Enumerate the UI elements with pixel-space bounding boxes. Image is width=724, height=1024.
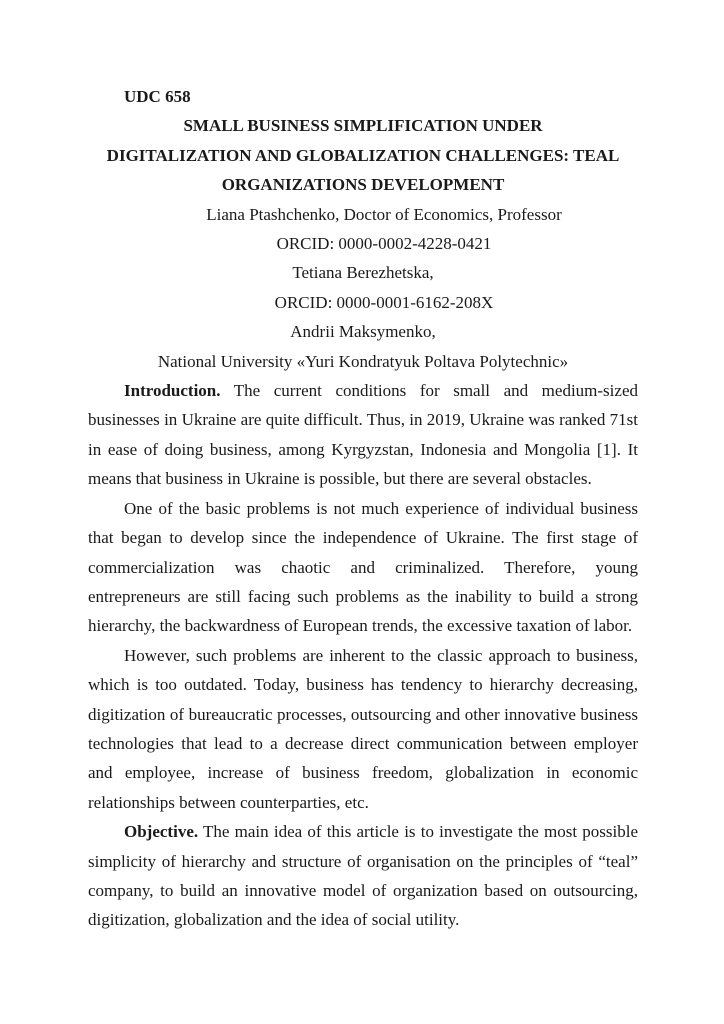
article-body [88,376,638,935]
paragraph-lead: Introduction. [124,381,221,401]
paragraph-text: The current conditions for small and medium-sized businesses in Ukraine are quite difficult. Thus, in 2019, Ukraine was ranked 71st in ease of doing business, among Kyrgyzstan, Indonesia and Mongolia [1]. It means that business in Ukraine is possible, but there are several obstacles. [88,381,638,489]
paragraph-classic-approach [88,641,638,817]
paragraph-introduction [88,376,638,494]
udc-number: UDC 658 [124,87,191,106]
paragraph-text: The main idea of this article is to investigate the most possible simplicity of hierarchy and structure of organisation on the principles of “teal” company, to build an innovative model of organization based on outsourcing, digitization, globalization and the idea of social utility. [88,822,638,930]
author-name-berezhetska: Tetiana Berezhetska, [292,263,434,283]
orcid-berezhetska: ORCID: 0000-0001-6162-208X [274,292,494,312]
paragraph-objective [88,817,638,935]
author-name-ptashchenko: Liana Ptashchenko, Doctor of Economics, Professor [206,204,562,224]
orcid-ptashchenko: ORCID: 0000-0002-4228-0421 [276,234,492,254]
article-title [88,111,638,199]
author-block [88,200,638,376]
article-title-line-3: ORGANIZATIONS DEVELOPMENT [221,175,505,195]
paragraph-text: One of the basic problems is not much experience of individual business that began to develop since the independence of Ukraine. The first stage of commercialization was chaotic and criminalized. Therefore, young entrepreneurs are still facing such problems as the inability to build a strong hierarchy, the backwardness of European trends, the excessive taxation of labor. [88,498,638,636]
paragraph-basic-problems [88,494,638,641]
paragraph-lead: Objective. [124,822,199,842]
author-name-maksymenko: Andrii Maksymenko, [290,322,436,342]
author-affiliation: National University «Yuri Kondratyuk Poltava Polytechnic» [157,351,569,371]
article-title-line-2: DIGITALIZATION AND GLOBALIZATION CHALLENGES: TEAL [106,145,620,165]
article-title-line-1: SMALL BUSINESS SIMPLIFICATION UNDER [183,116,543,136]
paragraph-text: However, such problems are inherent to the classic approach to business, which is too outdated. Today, business has tendency to hierarchy decreasing, digitization of bureaucratic processes, outsourcing and other innovative business technologies that lead to a decrease direct communication between employer and employee, increase of business freedom, globalization in economic relationships between counterparties, etc. [88,645,638,812]
